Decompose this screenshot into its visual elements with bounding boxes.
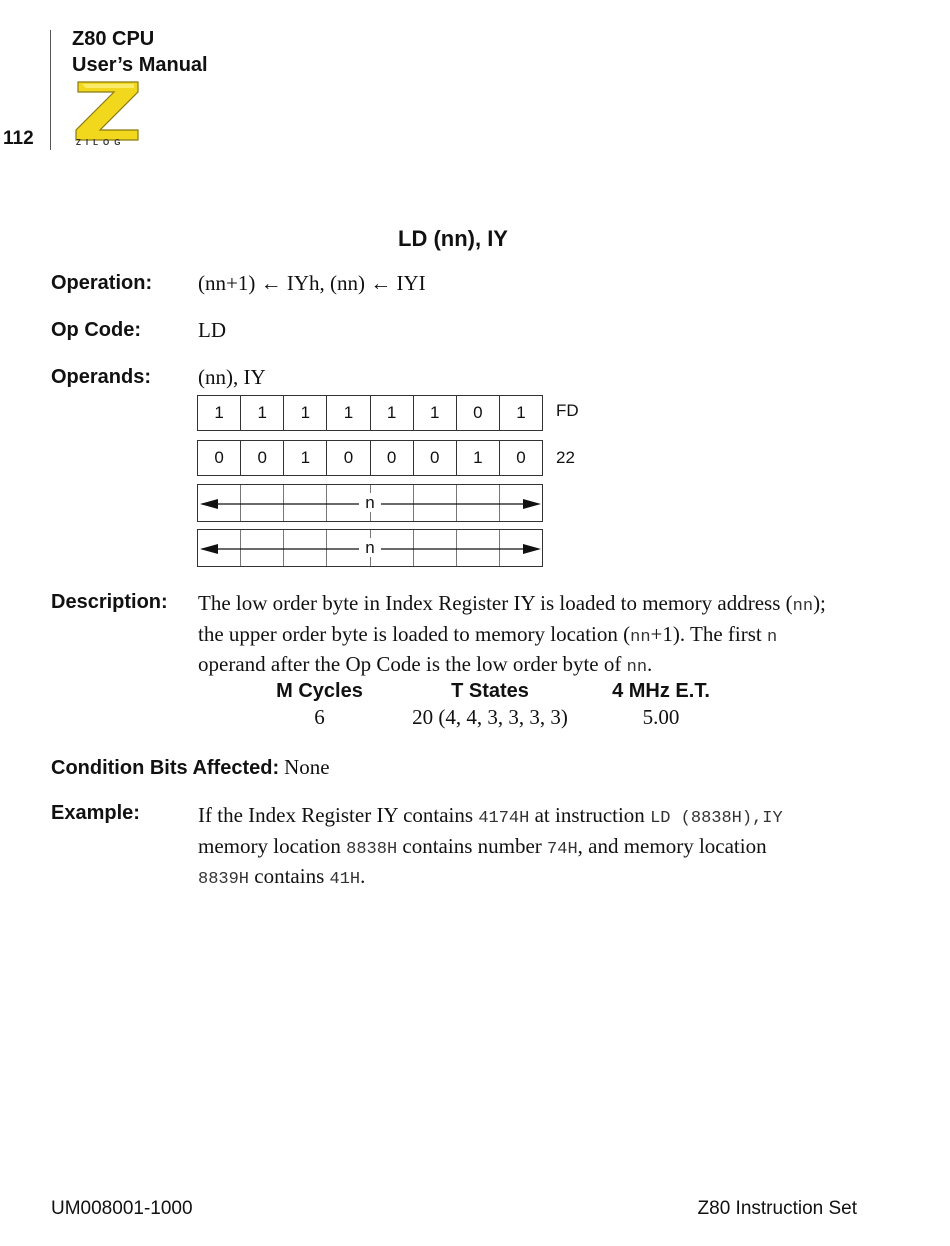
desc-code: nn [626,658,648,677]
operation-text: (nn+1) ← IYh, (nn) ← IYI [198,271,426,295]
bit-cell: 0 [327,441,370,475]
example-code: 74H [547,839,578,859]
desc-text: The low order byte in Index Register IY is loaded to memory address ( [198,591,793,615]
desc-text: operand after the Op Code is the low order byte of [198,652,627,676]
desc-text: ); [813,591,826,615]
timing-value: 5.00 [642,705,680,729]
manual-title-line2: User’s Manual [72,54,208,76]
operands-label: Operands: [51,366,152,388]
instruction-title: LD (nn), IY [398,226,508,251]
footer-doc-number: UM008001-1000 [51,1198,193,1219]
timing-value: 20 (4, 4, 3, 3, 3, 3) [412,705,568,729]
condition-text: None [284,755,330,779]
bit-cell: 1 [284,396,327,430]
timing-header: T States [451,680,529,702]
bit-cell: 1 [327,396,370,430]
bit-cell: 0 [198,441,241,475]
bit-cell: 1 [241,396,284,430]
timing-value: 6 [314,705,325,729]
example-label: Example: [51,802,140,824]
bit-cell: 0 [414,441,457,475]
opcode-byte-1 [197,395,543,431]
example-text-run: . [360,864,366,888]
timing-col-et [597,680,725,730]
opcode-hex-2: 22 [556,448,575,467]
timing-col-mcycles [262,680,377,730]
example-text-run: If the Index Register IY contains [198,803,479,827]
timing-header: 4 MHz E.T. [612,680,710,702]
opcode-label: Op Code: [51,319,141,341]
page-number: 112 [3,128,34,149]
timing-col-tstates [395,680,585,730]
example-text-run: contains number [397,833,548,858]
operand-n-label: n [359,538,380,557]
example-text-run: memory location [198,833,347,858]
logo-wordmark: ZILOG [76,138,126,147]
example-text-run: at instruction [529,803,651,827]
opcode-byte-2 [197,440,543,476]
footer-section-title: Z80 Instruction Set [697,1198,857,1219]
condition-label: Condition Bits Affected: [51,757,280,779]
example-text-run: , and memory location [577,833,767,858]
example-code: 8839H [198,870,250,889]
example-code: 4174H [478,809,530,828]
desc-code: nn [792,597,814,616]
manual-title [72,26,208,78]
operation-label: Operation: [51,272,153,294]
desc-text: +1). The first [650,621,767,646]
description-text [198,590,878,682]
example-code: LD (8838H),IY [650,809,783,828]
bit-cell: 0 [516,448,526,467]
desc-code: nn [630,627,651,647]
operands-text: (nn), IY [198,365,266,389]
example-code: 8838H [346,839,398,859]
opcode-hex-1: FD [556,401,579,420]
desc-text: the upper order byte is loaded to memory location ( [198,621,631,646]
timing-header: M Cycles [276,680,363,702]
bit-cell: 0 [457,396,500,430]
bit-cell: 1 [198,396,241,430]
example-text-run: contains [249,864,330,888]
description-label: Description: [51,591,168,613]
bit-cell: 0 [371,441,414,475]
operand-n-label: n [359,493,380,512]
operand-n-row-1 [197,484,543,522]
bit-cell: 0 [241,441,284,475]
header-rule [50,30,51,150]
manual-title-line1: Z80 CPU [72,28,155,50]
bit-cell: 1 [371,396,414,430]
example-text [198,802,888,894]
condition-row [51,755,330,780]
bit-cell: 1 [516,403,526,422]
operand-n-row-2 [197,529,543,567]
bit-cell: 1 [457,441,500,475]
desc-code: n [766,627,778,647]
bit-cell: 1 [414,396,457,430]
desc-text: . [647,652,653,676]
bit-cell: 1 [284,441,327,475]
opcode-text: LD [198,318,226,342]
example-code: 41H [329,870,361,889]
